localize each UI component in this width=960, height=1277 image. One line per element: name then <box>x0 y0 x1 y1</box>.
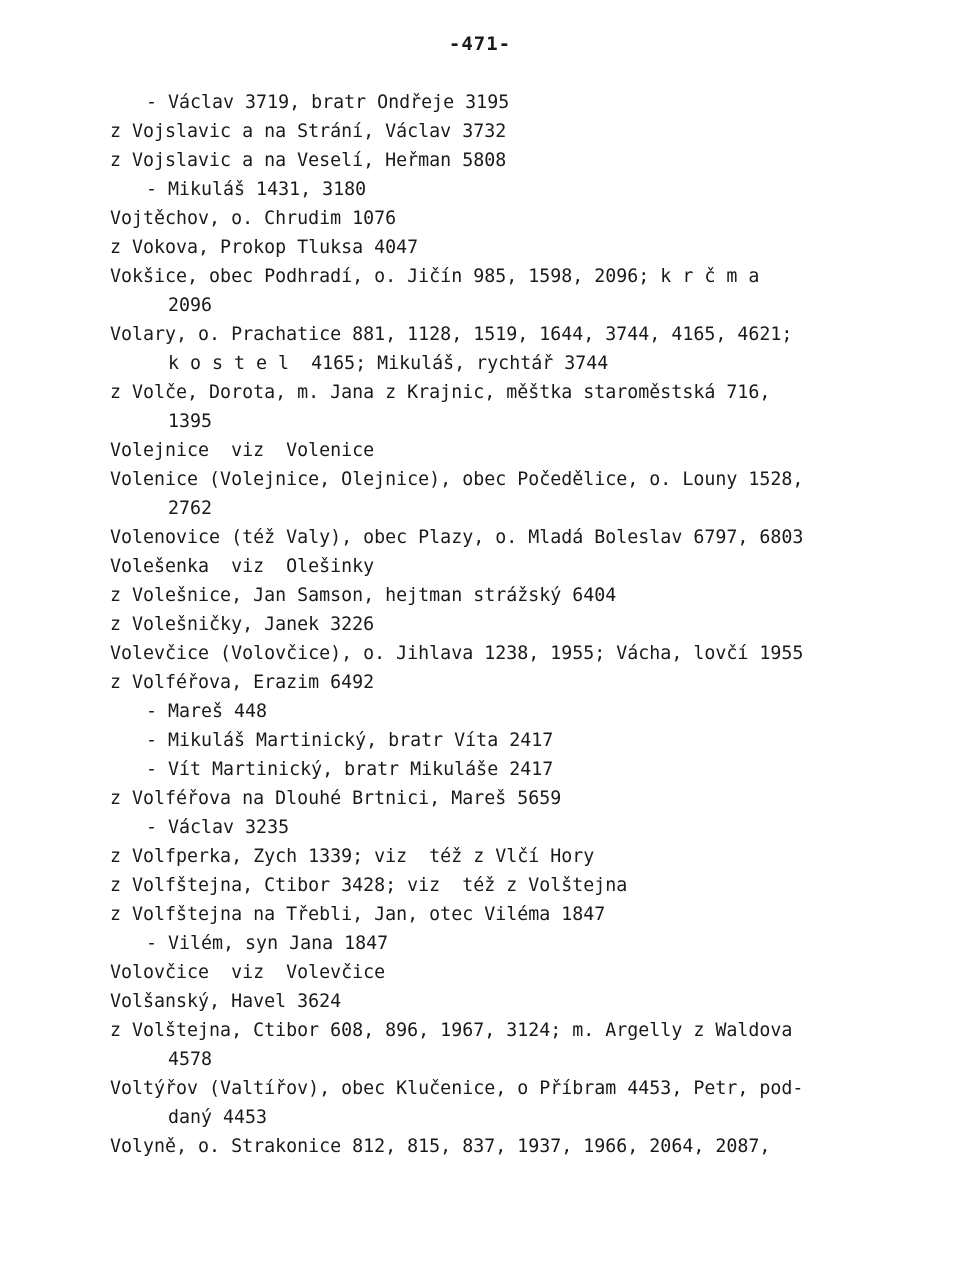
index-line: z Volče, Dorota, m. Jana z Krajnic, měštka staroměstská 716, <box>110 382 771 403</box>
index-line: Volenovice (též Valy), obec Plazy, o. Mladá Boleslav 6797, 6803 <box>110 527 804 548</box>
index-line: 4578 <box>168 1049 213 1070</box>
index-line: - Václav 3235 <box>146 817 290 838</box>
index-line: z Vojslavic a na Strání, Václav 3732 <box>110 121 507 142</box>
index-line: 1395 <box>168 411 213 432</box>
page-number: -471- <box>448 33 512 55</box>
index-line: z Volštejna, Ctibor 608, 896, 1967, 3124; m. Argelly z Waldova <box>110 1020 793 1041</box>
index-line: - Vilém, syn Jana 1847 <box>146 933 389 954</box>
index-line: Volšanský, Havel 3624 <box>110 991 342 1012</box>
index-line: z Volfštejna, Ctibor 3428; viz též z Volštejna <box>110 875 628 896</box>
index-line: - Vít Martinický, bratr Mikuláše 2417 <box>146 759 554 780</box>
index-line: 2096 <box>168 295 213 316</box>
index-line: 2762 <box>168 498 213 519</box>
index-line: z Vokova, Prokop Tluksa 4047 <box>110 237 419 258</box>
index-line: Volovčice viz Volevčice <box>110 962 386 983</box>
index-line: Volevčice (Volovčice), o. Jihlava 1238, 1955; Vácha, lovčí 1955 <box>110 643 804 664</box>
index-line: - Mikuláš 1431, 3180 <box>146 179 367 200</box>
index-line: Volešenka viz Olešinky <box>110 556 375 577</box>
index-line: Volejnice viz Volenice <box>110 440 375 461</box>
index-line: Volary, o. Prachatice 881, 1128, 1519, 1644, 3744, 4165, 4621; <box>110 324 793 345</box>
index-line: z Volešničky, Janek 3226 <box>110 614 375 635</box>
index-line: - Václav 3719, bratr Ondřeje 3195 <box>146 92 510 113</box>
index-line: z Volešnice, Jan Samson, hejtman strážský 6404 <box>110 585 617 606</box>
index-line: Volenice (Volejnice, Olejnice), obec Počedělice, o. Louny 1528, <box>110 469 804 490</box>
index-line: Voltýřov (Valtířov), obec Klučenice, o Příbram 4453, Petr, pod- <box>110 1078 804 1099</box>
index-line: Vojtěchov, o. Chrudim 1076 <box>110 208 397 229</box>
index-line: k o s t e l 4165; Mikuláš, rychtář 3744 <box>168 353 609 374</box>
index-line: Volyně, o. Strakonice 812, 815, 837, 1937, 1966, 2064, 2087, <box>110 1136 771 1157</box>
index-line: Vokšice, obec Podhradí, o. Jičín 985, 1598, 2096; k r č m a <box>110 266 760 287</box>
index-line: z Volféřova na Dlouhé Brtnici, Mareš 5659 <box>110 788 562 809</box>
index-entries <box>110 88 910 1161</box>
index-line: z Volfštejna na Třebli, Jan, otec Viléma 1847 <box>110 904 606 925</box>
index-line: z Volféřova, Erazim 6492 <box>110 672 375 693</box>
index-line: daný 4453 <box>168 1107 268 1128</box>
index-line: z Volfperka, Zych 1339; viz též z Vlčí Hory <box>110 846 595 867</box>
index-line: - Mareš 448 <box>146 701 268 722</box>
index-line: - Mikuláš Martinický, bratr Víta 2417 <box>146 730 554 751</box>
index-line: z Vojslavic a na Veselí, Heřman 5808 <box>110 150 507 171</box>
